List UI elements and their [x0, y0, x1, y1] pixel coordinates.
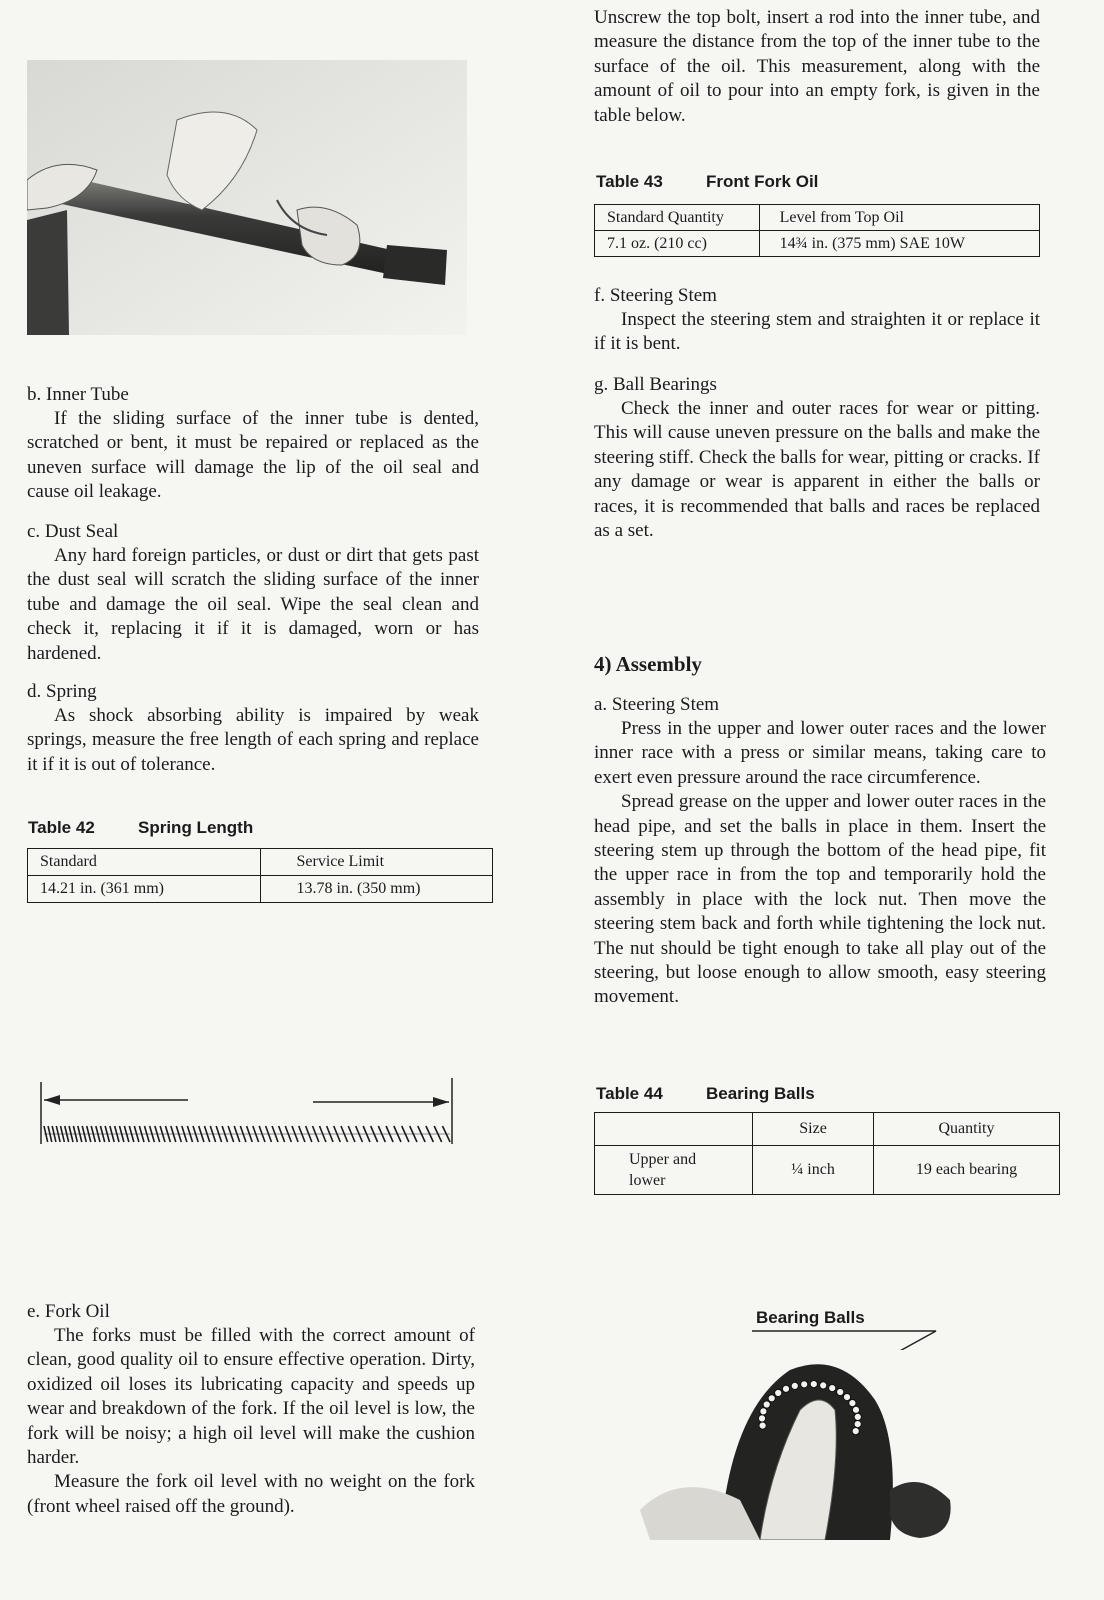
bearing-ball [801, 1381, 808, 1388]
table44-number: Table 44 [596, 1084, 663, 1103]
table43-header-quantity: Standard Quantity [595, 205, 760, 231]
table43-header-level: Level from Top Oil [759, 205, 1039, 231]
table42-title: Spring Length [138, 818, 254, 837]
bearing-ball [782, 1385, 789, 1392]
assembly-text-1: Press in the upper and lower outer races and the lower inner race with a press or similar means, taking care to exert even pressure around the race circumference. [594, 718, 1046, 788]
dust-seal-heading: c. Dust Seal [27, 521, 119, 542]
table42-header-row [28, 849, 493, 876]
table42-caption [28, 818, 253, 838]
bearing-ball [854, 1413, 861, 1420]
intro-body [594, 6, 1040, 128]
intro-text: Unscrew the top bolt, insert a rod into the inner tube, and measure the distance from the top of the inner tube to the surface of the oil. This measurement, along with the amount of oil to pour into an empty fork, is given in the table below. [594, 7, 1040, 126]
assembly-section-title: 4) Assembly [594, 652, 702, 676]
spring-text: As shock absorbing ability is impaired by weak springs, measure the free length of each spring and replace it if it is out of tolerance. [27, 705, 479, 775]
bearing-balls-photo [620, 1350, 970, 1540]
table44-data-row [595, 1146, 1060, 1195]
bearing-ball [810, 1381, 817, 1388]
table42-standard-value: 14.21 in. (361 mm) [28, 876, 261, 903]
table43 [594, 204, 1040, 257]
table42-service-limit-value: 13.78 in. (350 mm) [260, 876, 493, 903]
table44 [594, 1112, 1060, 1195]
bearing-ball [852, 1428, 859, 1435]
bearing-ball [849, 1400, 856, 1407]
bearing-balls-label: Bearing Balls [756, 1308, 865, 1327]
table44-header-quantity: Quantity [873, 1113, 1059, 1146]
steering-stem-text: Inspect the steering stem and straighten it or replace it if it is bent. [594, 309, 1040, 355]
dust-seal-body [27, 544, 479, 666]
fork-oil-heading: e. Fork Oil [27, 1301, 110, 1322]
table44-header-size: Size [753, 1113, 874, 1146]
bearing-ball [768, 1395, 775, 1402]
ball-bearings-body [594, 397, 1040, 543]
inner-tube-heading: b. Inner Tube [27, 384, 129, 405]
inner-tube-text: If the sliding surface of the inner tube is dented, scratched or bent, it must be repaired or replaced as the uneven surface will damage the lip of the oil seal and cause oil leakage. [27, 408, 479, 503]
steering-stem-body [594, 308, 1040, 357]
assembly-text-2: Spread grease on the upper and lower outer races in the head pipe, and set the balls in place in them. Insert the steering stem up through the bottom of the head pipe, fit the upper race in from the top and temporarily hold the assembly in place with the lock nut. Then move the steering stem back and forth while tightening the lock nut. The nut should be tight enough to take all play out of the steering, but loose enough to allow smooth, easy steering movement. [594, 791, 1046, 1008]
table43-header-row [595, 205, 1040, 231]
fork-oil-text-2: Measure the fork oil level with no weight on the fork (front wheel raised off the ground). [27, 1471, 475, 1517]
assembly-steering-body [594, 717, 1046, 1010]
table42-number: Table 42 [28, 818, 95, 837]
steering-stem-heading: f. Steering Stem [594, 285, 717, 306]
bearing-ball [829, 1385, 836, 1392]
bearing-ball [759, 1422, 766, 1429]
assembly-steering-heading: a. Steering Stem [594, 694, 720, 715]
fork-tube-photo [27, 60, 467, 335]
table44-quantity-value: 19 each bearing [873, 1146, 1059, 1195]
fork-oil-body [27, 1324, 475, 1519]
bearing-ball [852, 1406, 859, 1413]
table43-caption [596, 172, 818, 192]
table43-data-row [595, 231, 1040, 257]
table43-quantity-value: 7.1 oz. (210 cc) [595, 231, 760, 257]
table42-header-service-limit: Service Limit [260, 849, 493, 876]
bearing-ball [775, 1389, 782, 1396]
table44-caption [596, 1084, 815, 1104]
table44-location-value: Upper and lower [595, 1146, 753, 1195]
spring-length-diagram [38, 1074, 458, 1152]
table43-title: Front Fork Oil [706, 172, 819, 191]
table44-header-row [595, 1113, 1060, 1146]
table42-header-standard: Standard [28, 849, 261, 876]
table43-number: Table 43 [596, 172, 663, 191]
fork-oil-text-1: The forks must be filled with the correct amount of clean, good quality oil to ensure effective operation. Dirty, oxidized oil loses its lubricating capacity and speeds up wear and breakdown of the fork. If the oil level is low, the fork will be noisy; a high oil level will make the cushion harder. [27, 1325, 475, 1469]
table44-header-empty [595, 1113, 753, 1146]
bearing-ball [843, 1394, 850, 1401]
bearing-ball [758, 1415, 765, 1422]
spring-body [27, 704, 479, 777]
inner-tube-body [27, 407, 479, 505]
table42 [27, 848, 493, 903]
bearing-ball [760, 1408, 767, 1415]
table42-data-row [28, 876, 493, 903]
table44-title: Bearing Balls [706, 1084, 815, 1103]
table44-size-value: ¼ inch [753, 1146, 874, 1195]
ball-bearings-text: Check the inner and outer races for wear or pitting. This will cause uneven pressure on the balls and make the steering stiff. Check the balls for wear, pitting or cracks. If any damage or wear is apparent in either the balls or races, it is recommended that balls and races be replaced as a set. [594, 398, 1040, 542]
dust-seal-text: Any hard foreign particles, or dust or dirt that gets past the dust seal will scratch the sliding surface of the inner tube and damage the oil seal. Wipe the seal clean and check it, replacing it if it is damaged, worn or has hardened. [27, 545, 479, 664]
bearing-ball [791, 1382, 798, 1389]
bearing-ball [854, 1421, 861, 1428]
spring-heading: d. Spring [27, 681, 97, 702]
ball-bearings-heading: g. Ball Bearings [594, 374, 717, 395]
table43-level-value: 14¾ in. (375 mm) SAE 10W [759, 231, 1039, 257]
bearing-ball [763, 1401, 770, 1408]
bearing-ball [820, 1382, 827, 1389]
bearing-ball [837, 1388, 844, 1395]
